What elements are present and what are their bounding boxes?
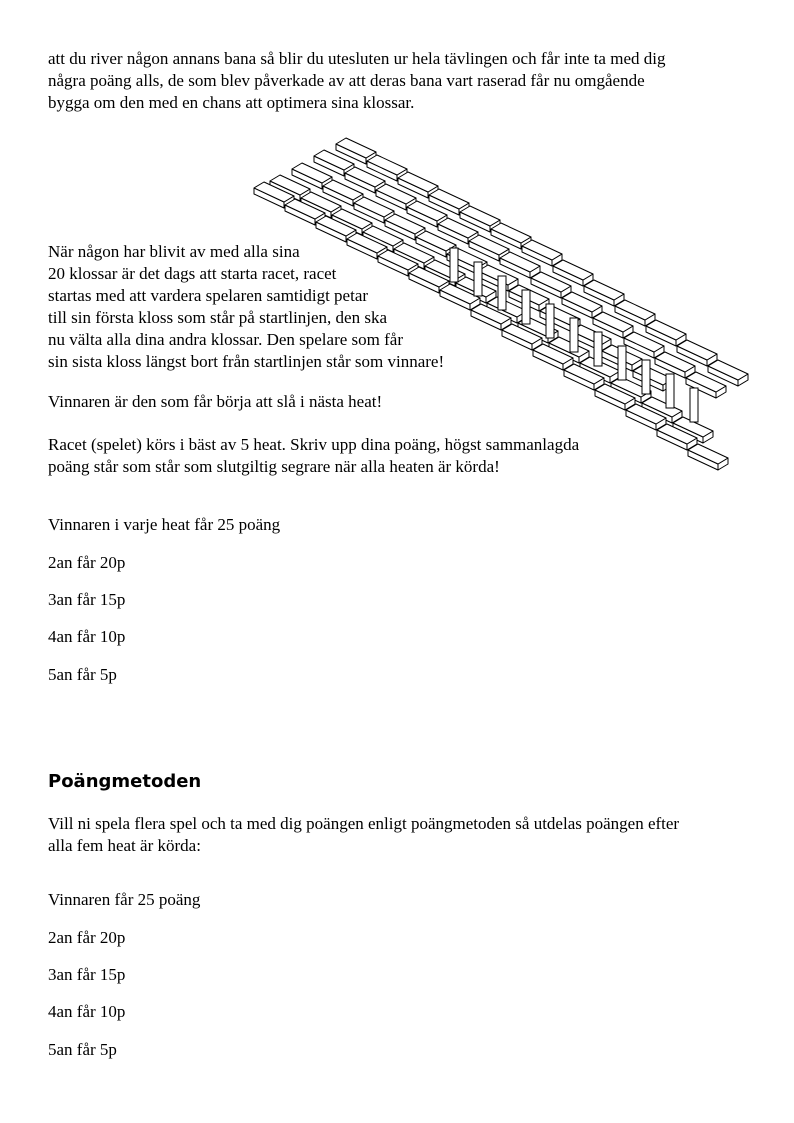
- winner-paragraph: Vinnaren är den som får börja att slå i nästa heat!: [48, 392, 383, 411]
- standing-domino: [498, 276, 506, 310]
- standing-domino: [522, 290, 530, 324]
- standing-domino: [474, 262, 482, 296]
- standing-domino: [570, 318, 578, 352]
- points-item-winner: Vinnaren i varje heat får 25 poäng: [48, 515, 281, 534]
- intro-paragraph: att du river någon annans bana så blir du utesluten ur hela tävlingen och får inte ta med dig några poäng alls, de som blev påverkade av att deras bana vart raserad får nu omgående bygga om den med en chans att optimera sina klossar.: [48, 49, 666, 112]
- method-item-3: 3an får 15p: [48, 965, 126, 984]
- standing-domino: [690, 388, 698, 422]
- method-paragraph: Vill ni spela flera spel och ta med dig poängen enligt poängmetoden så utdelas poängen efter alla fem heat är körda:: [48, 814, 680, 855]
- domino-brick: [688, 444, 728, 470]
- method-item-2: 2an får 20p: [48, 928, 126, 947]
- section-heading: Poängmetoden: [48, 771, 202, 792]
- method-item-4: 4an får 10p: [48, 1002, 126, 1021]
- points-item-4: 4an får 10p: [48, 627, 126, 646]
- points-item-3: 3an får 15p: [48, 590, 126, 609]
- method-item-winner: Vinnaren får 25 poäng: [48, 890, 201, 909]
- heats-paragraph: Racet (spelet) körs i bäst av 5 heat. Skriv upp dina poäng, högst sammanlagda poäng står som står som slutgiltig segrare när alla heaten är körda!: [48, 435, 580, 476]
- standing-domino: [594, 332, 602, 366]
- standing-domino: [666, 374, 674, 408]
- method-item-5: 5an får 5p: [48, 1040, 117, 1059]
- points-item-5: 5an får 5p: [48, 665, 117, 684]
- standing-domino: [546, 304, 554, 338]
- standing-domino: [450, 248, 458, 282]
- points-item-2: 2an får 20p: [48, 553, 126, 572]
- race-paragraph: När någon har blivit av med alla sina 20 klossar är det dags att starta racet, racet startas med att vardera spelaren samtidigt petar till sin första kloss som står på startlinjen, den ska nu välta alla dina andra klossar. Den spelare som får sin sista kloss längst bort från startlinjen står som vinnare!: [48, 242, 445, 371]
- standing-domino: [642, 360, 650, 394]
- standing-domino: [618, 346, 626, 380]
